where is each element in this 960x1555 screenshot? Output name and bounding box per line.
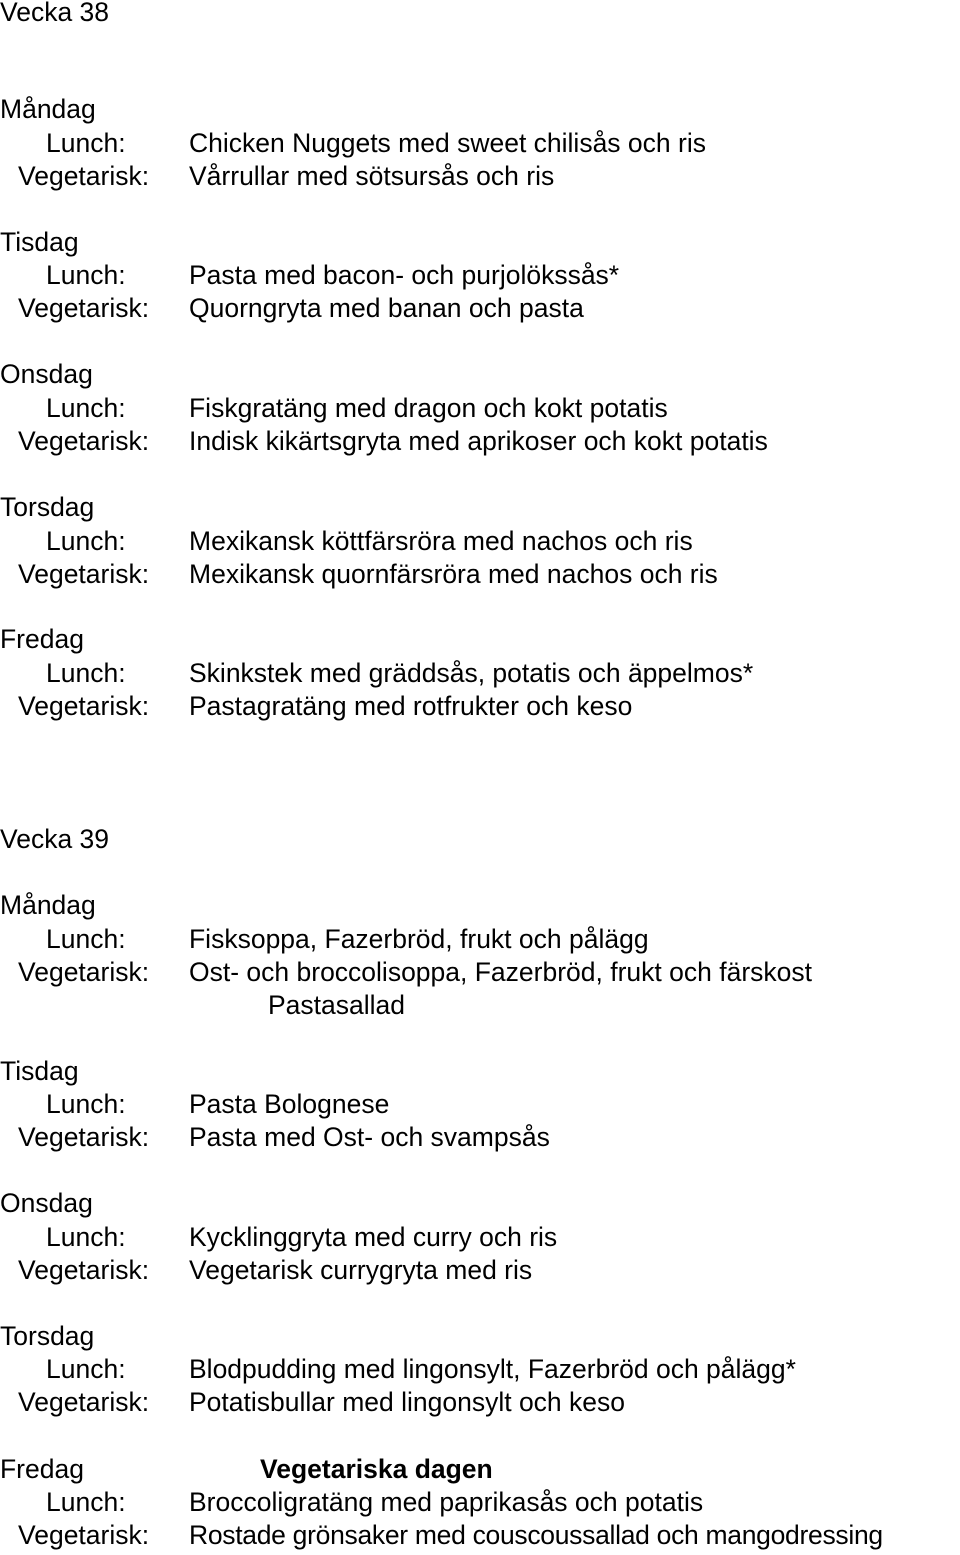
- lunch-dish: Broccoligratäng med paprikasås och potatis: [189, 1487, 704, 1517]
- day-name: Tisdag: [0, 227, 79, 257]
- vegetarian-dish: Quorngryta med banan och pasta: [189, 293, 584, 323]
- day-name: Onsdag: [0, 359, 93, 389]
- lunch-dish: Blodpudding med lingonsylt, Fazerbröd och pålägg*: [189, 1354, 796, 1384]
- lunch-label: Lunch:: [46, 1487, 126, 1517]
- vegetarian-dish: Pastagratäng med rotfrukter och keso: [189, 691, 633, 721]
- lunch-dish: Skinkstek med gräddsås, potatis och äppelmos*: [189, 658, 754, 688]
- vegetarian-dish: Vegetarisk currygryta med ris: [189, 1255, 533, 1285]
- lunch-label: Lunch:: [46, 924, 126, 954]
- week-title: Vecka 38: [0, 0, 110, 27]
- lunch-dish: Chicken Nuggets med sweet chilisås och ris: [189, 128, 706, 158]
- lunch-label: Lunch:: [46, 1354, 126, 1384]
- vegetarian-label: Vegetarisk:: [18, 559, 150, 589]
- lunch-label: Lunch:: [46, 260, 126, 290]
- day-name: Torsdag: [0, 492, 95, 522]
- vegetarian-dish: Rostade grönsaker med couscoussallad och mangodressing: [189, 1520, 883, 1550]
- lunch-dish: Fisksoppa, Fazerbröd, frukt och pålägg: [189, 924, 649, 954]
- vegetarian-label: Vegetarisk:: [18, 1520, 150, 1550]
- day-name: Torsdag: [0, 1321, 95, 1351]
- day-name: Måndag: [0, 94, 96, 124]
- vegetarian-dish: Vårrullar med sötsursås och ris: [189, 161, 555, 191]
- lunch-label: Lunch:: [46, 128, 126, 158]
- lunch-label: Lunch:: [46, 658, 126, 688]
- vegetarian-dish: Potatisbullar med lingonsylt och keso: [189, 1387, 626, 1417]
- lunch-label: Lunch:: [46, 1222, 126, 1252]
- day-name: Fredag: [0, 1454, 84, 1484]
- vegetarian-label: Vegetarisk:: [18, 1387, 150, 1417]
- extra-dish: Pastasallad: [268, 990, 406, 1020]
- vegetarian-dish: Mexikansk quornfärsröra med nachos och ris: [189, 559, 718, 589]
- week-title: Vecka 39: [0, 824, 110, 854]
- vegetarian-dish: Indisk kikärtsgryta med aprikoser och kokt potatis: [189, 426, 768, 456]
- vegetarian-label: Vegetarisk:: [18, 691, 150, 721]
- vegetarian-label: Vegetarisk:: [18, 957, 150, 987]
- vegetarian-dish: Ost- och broccolisoppa, Fazerbröd, frukt och färskost: [189, 957, 813, 987]
- vegetarian-dish: Pasta med Ost- och svampsås: [189, 1122, 550, 1152]
- day-name: Måndag: [0, 890, 96, 920]
- vegetarian-label: Vegetarisk:: [18, 426, 150, 456]
- lunch-dish: Fiskgratäng med dragon och kokt potatis: [189, 393, 668, 423]
- vegetarian-label: Vegetarisk:: [18, 1255, 150, 1285]
- lunch-dish: Pasta Bolognese: [189, 1089, 390, 1119]
- day-name: Onsdag: [0, 1188, 93, 1218]
- lunch-dish: Pasta med bacon- och purjolökssås*: [189, 260, 620, 290]
- lunch-label: Lunch:: [46, 393, 126, 423]
- vegetarian-label: Vegetarisk:: [18, 293, 150, 323]
- day-note: Vegetariska dagen: [260, 1454, 493, 1484]
- lunch-dish: Kycklinggryta med curry och ris: [189, 1222, 558, 1252]
- vegetarian-label: Vegetarisk:: [18, 161, 150, 191]
- lunch-dish: Mexikansk köttfärsröra med nachos och ris: [189, 526, 693, 556]
- day-name: Tisdag: [0, 1056, 79, 1086]
- day-name: Fredag: [0, 624, 84, 654]
- vegetarian-label: Vegetarisk:: [18, 1122, 150, 1152]
- lunch-label: Lunch:: [46, 526, 126, 556]
- lunch-label: Lunch:: [46, 1089, 126, 1119]
